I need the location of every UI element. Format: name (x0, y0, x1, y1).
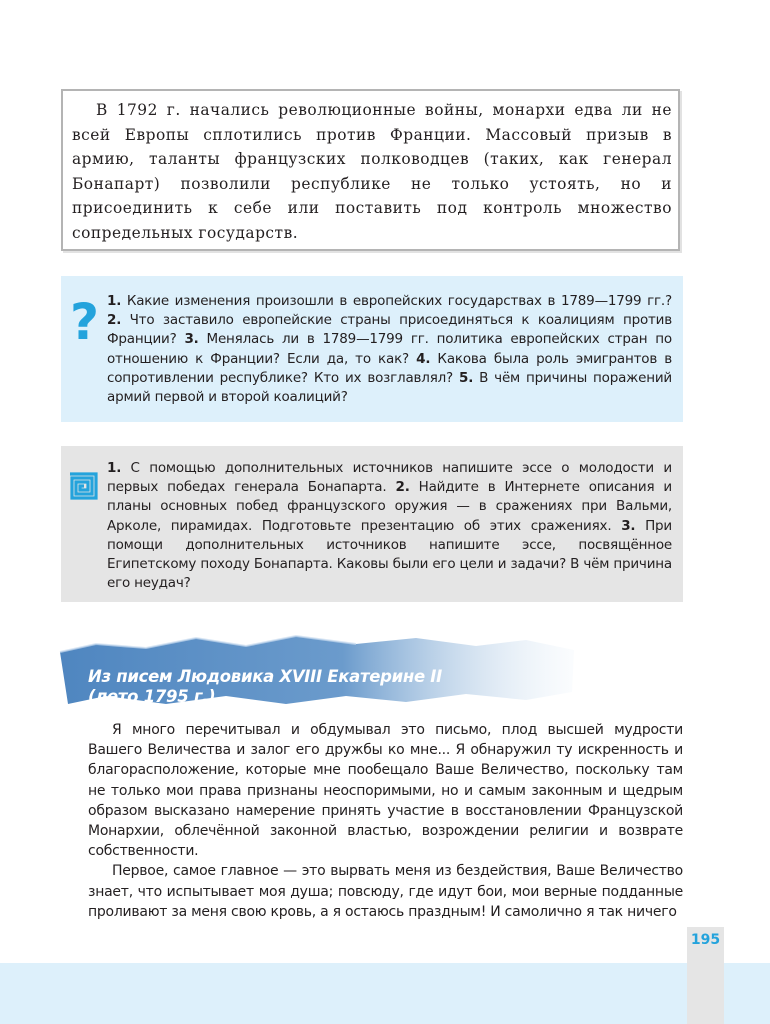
questions-text (107, 292, 672, 407)
task-item: При помощи дополнительных источников напишите эссе, посвящённое Египетскому походу Бонапарта. Каковы были его цели и задачи? В чём причина его неудач? (107, 517, 672, 592)
task-number: 2. (395, 479, 410, 496)
source-title (88, 667, 558, 707)
source-paragraph: Первое, самое главное — это вырвать меня из бездействия, Ваше Величество знает, что испытывает моя душа; повсюду, где идут бои, мои верные подданные проливают за меня свою кровь, а я остаюсь праздным! И самолично я так ничего (88, 863, 683, 920)
spiral-icon (68, 470, 98, 500)
task-item: Найдите в Интернете описания и планы основных побед французского оружия — в сражениях при Вальми, Арколе, пирамидах. Подготовьте презентацию об этих сражениях. (107, 479, 672, 534)
question-item: Менялась ли в 1789—1799 гг. политика европейских стран по отношению к Франции? Если да, то как? (107, 331, 672, 367)
source-title-line2: (лето 1795 г.) (88, 687, 216, 706)
footer-band (0, 963, 770, 1024)
question-item: В чём причины поражений армий первой и второй коалиций? (107, 369, 672, 406)
question-item: Какова была роль эмигрантов в сопротивлении республике? Кто их возглавлял? (107, 350, 672, 386)
tasks-text (107, 459, 672, 593)
source-paragraph: Я много перечитывал и обдумывал это письмо, плод высшей мудрости Вашего Величества и залог его дружбы ко мне... Я обнаружил ту искренность и благорасположение, которые мне пообещало Ваше Величество, поскольку там не только мои права признаны неоспоримыми, но и самым законным и щедрым образом высказано намерение принять участие в восстановлении Французской Монархии, облечённой законной властью, возрождении религии и возврате собственности. (88, 722, 683, 860)
question-number: 1. (107, 293, 122, 309)
page-number: 195 (690, 932, 721, 948)
question-number: 4. (416, 350, 431, 367)
summary-text: В 1792 г. начались революционные войны, монархи едва ли не всей Европы сплотились против Франции. Массовый призыв в армию, таланты французских полководцев (таких, как генерал Бонапарт) позволили республике не только устоять, но и присоединить к себе или поставить под контроль множество сопредельных государств. (72, 101, 672, 242)
source-title-line1: Из писем Людовика XVIII Екатерине II (88, 667, 442, 686)
task-item: С помощью дополнительных источников напишите эссе о молодости и первых победах генерала Бонапарта. (107, 460, 672, 496)
question-number: 5. (459, 369, 474, 386)
question-item: Что заставило европейские страны присоединяться к коалициям против Франции? (107, 312, 672, 348)
source-body (88, 720, 683, 922)
task-number: 3. (621, 517, 636, 534)
question-number: 2. (107, 312, 122, 329)
task-number: 1. (107, 460, 122, 476)
question-number: 3. (184, 331, 199, 348)
question-item: Какие изменения произошли в европейских государствах в 1789—1799 гг.? (121, 293, 672, 309)
question-mark-icon: ? (70, 293, 100, 351)
